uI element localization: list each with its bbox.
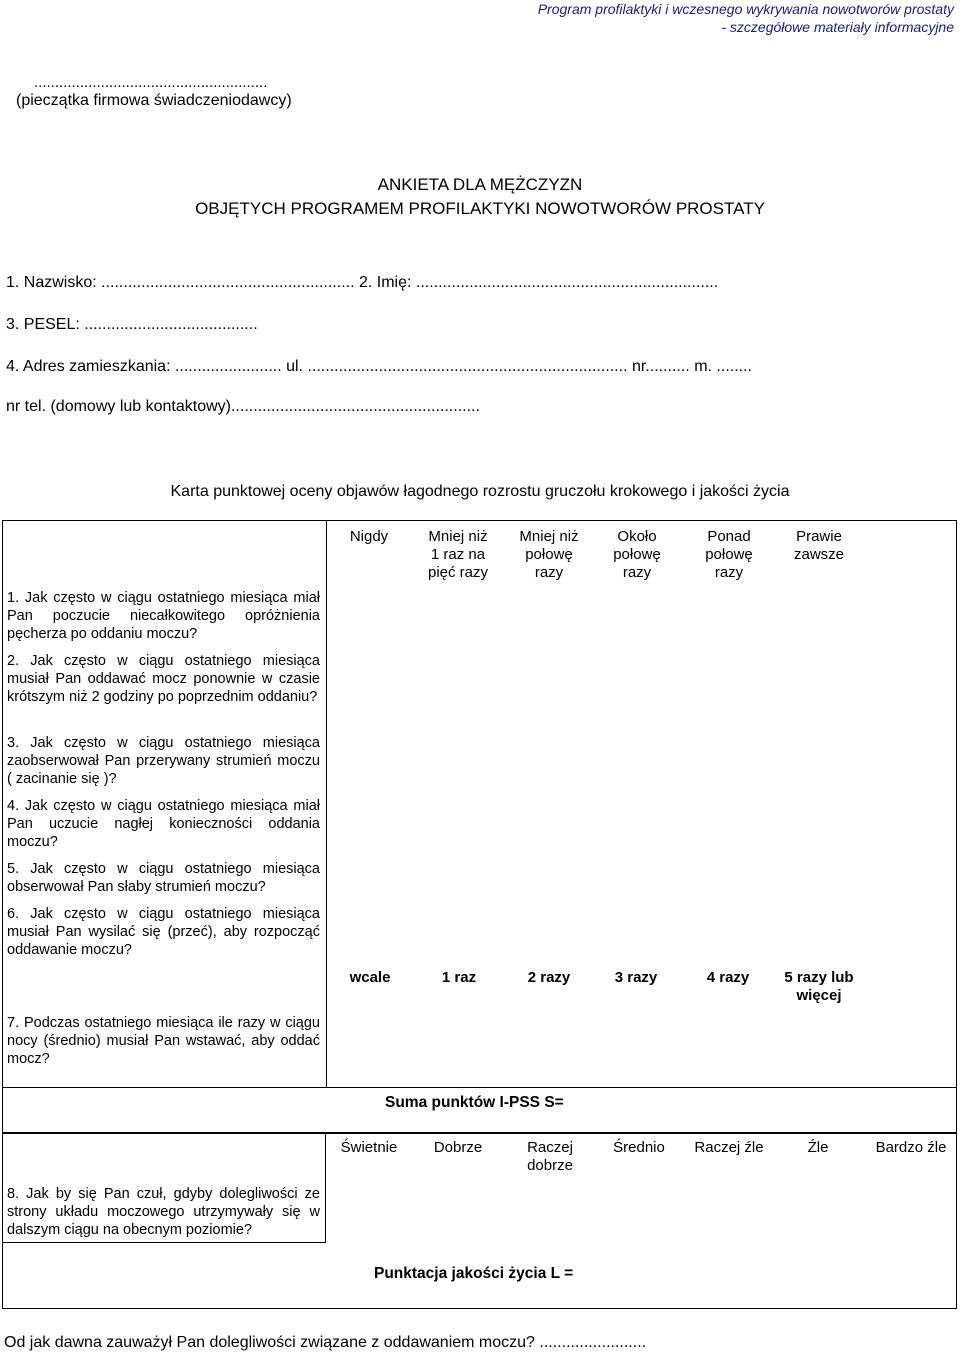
ipss-question-1: 1. Jak często w ciągu ostatniego miesiąca miał Pan poczucie niecałkowitego opróżnienia pęcherza po oddaniu moczu?: [7, 590, 320, 642]
surname-name-field[interactable]: 1. Nazwisko: ......................................................... 2. Imię: ....................................................................: [6, 274, 719, 291]
ipss-col-almost-always: Prawie zawsze: [793, 528, 845, 563]
nocturia-col-1: 1 raz: [441, 969, 477, 986]
qol-score-label: Punktacja jakości życia L =: [374, 1265, 574, 1282]
ipss-question-7: 7. Podczas ostatniego miesiąca ile razy w ciągu nocy (średnio) musiał Pan wstawać, aby oddać mocz?: [7, 1015, 320, 1067]
stamp-label: (pieczątka firmowa świadczeniodawcy): [16, 92, 292, 109]
nocturia-col-5-plus: 5 razy lub więcej: [784, 969, 854, 1004]
pesel-field[interactable]: 3. PESEL: .......................................: [6, 316, 258, 333]
phone-field[interactable]: nr tel. (domowy lub kontaktowy)........................................................: [6, 398, 480, 415]
ipss-col-more-than-half: Ponad połowę razy: [705, 528, 753, 581]
symptom-duration-question[interactable]: Od jak dawna zauważył Pan dolegliwości związane z oddawaniem moczu? ........................: [4, 1334, 647, 1351]
ipss-question-6: 6. Jak często w ciągu ostatniego miesiąca musiał Pan wysilać się (przeć), aby rozpocząć oddawanie moczu?: [7, 906, 320, 958]
qol-col-mostly-dissatisfied: Raczej źle: [694, 1139, 764, 1156]
qol-col-mostly-satisfied: Raczej dobrze: [527, 1139, 573, 1174]
ipss-sum-row: [2, 1087, 957, 1133]
form-title-line1: ANKIETA DLA MĘŻCZYZN: [377, 175, 583, 194]
ipss-question-5: 5. Jak często w ciągu ostatniego miesiąca obserwował Pan słaby strumień moczu?: [7, 861, 320, 895]
ipss-question-3: 3. Jak często w ciągu ostatniego miesiąca zaobserwował Pan przerywany strumień moczu ( zacinanie się )?: [7, 735, 320, 787]
nocturia-col-3: 3 razy: [614, 969, 658, 986]
ipss-question-2: 2. Jak często w ciągu ostatniego miesiąca musiał Pan oddawać mocz ponownie w czasie krótszym niż 2 godziny po poprzednim oddaniu?: [7, 653, 320, 705]
ipss-col-less-than-half: Mniej niż połowę razy: [519, 528, 579, 581]
card-title: Karta punktowej oceny objawów łagodnego rozrostu gruczołu krokowego i jakości życia: [170, 483, 790, 500]
ipss-sum-label: Suma punktów I-PSS S=: [385, 1094, 564, 1111]
qol-col-unhappy: Źle: [807, 1139, 829, 1156]
nocturia-col-none: wcale: [349, 969, 391, 986]
nocturia-col-4: 4 razy: [706, 969, 750, 986]
ipss-col-about-half: Około połowę razy: [613, 528, 661, 581]
ipss-col-never: Nigdy: [349, 528, 389, 545]
form-title-line2: OBJĘTYCH PROGRAMEM PROFILAKTYKI NOWOTWORÓW PROSTATY: [195, 199, 765, 218]
address-field[interactable]: 4. Adres zamieszkania: ........................ ul. ........................................................................ nr.......... m. ........: [6, 358, 752, 375]
nocturia-col-2: 2 razy: [527, 969, 571, 986]
document-header-line2: - szczegółowe materiały informacyjne: [721, 19, 954, 35]
ipss-col-less-than-1-in-5: Mniej niż 1 raz na pięć razy: [427, 528, 489, 581]
qol-col-pleased: Dobrze: [433, 1139, 483, 1156]
qol-col-terrible: Bardzo źle: [875, 1139, 947, 1156]
qol-col-delighted: Świetnie: [340, 1139, 398, 1156]
document-header-line1: Program profilaktyki i wczesnego wykrywania nowotworów prostaty: [537, 1, 954, 17]
qol-col-mixed: Średnio: [613, 1139, 665, 1156]
ipss-question-4: 4. Jak często w ciągu ostatniego miesiąca miał Pan uczucie nagłej konieczności oddania moczu?: [7, 798, 320, 850]
stamp-dots: ........................................................: [34, 74, 268, 91]
qol-question-8: 8. Jak by się Pan czuł, gdyby dolegliwości ze strony układu moczowego utrzymywały się w dalszym ciągu na obecnym poziomie?: [7, 1186, 320, 1238]
